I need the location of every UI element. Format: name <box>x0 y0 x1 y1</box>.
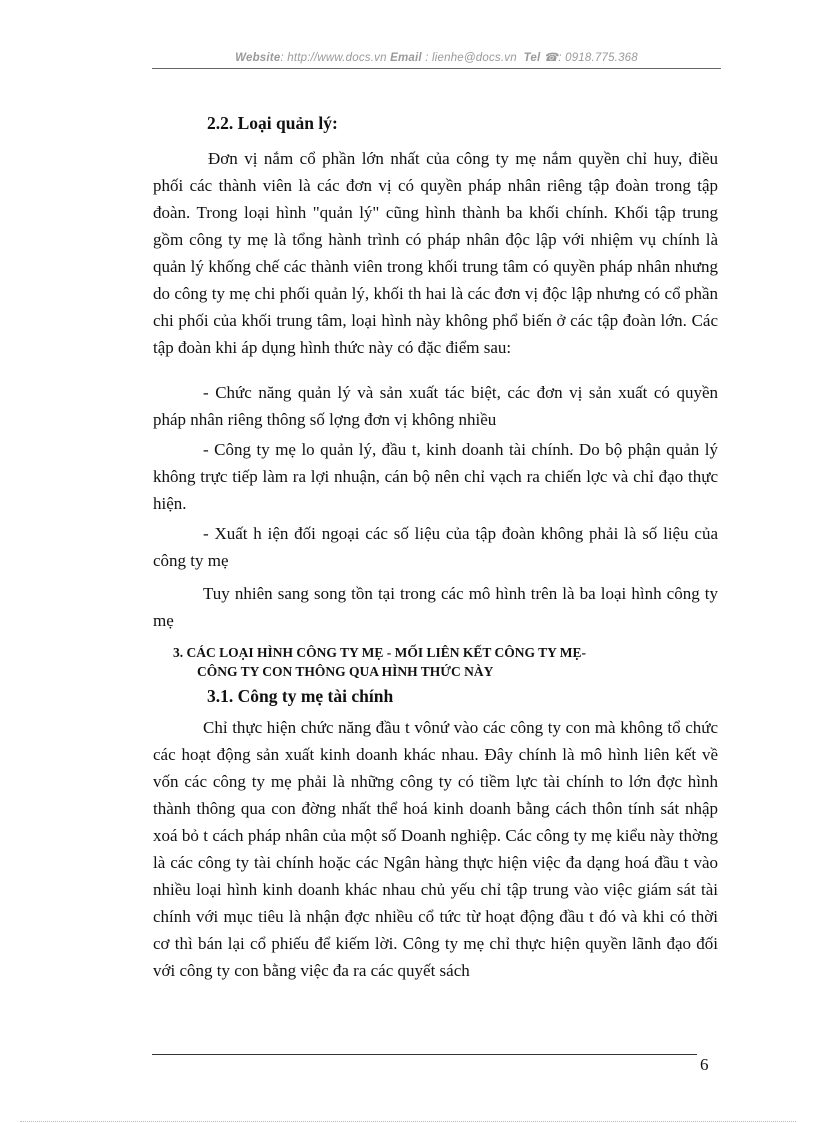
section-3-heading-line2: CÔNG TY CON THÔNG QUA HÌNH THỨC NÀY <box>197 664 494 679</box>
section-3-1-paragraph: Chỉ thực hiện chức năng đầu t vônứ vào các công ty con mà không tổ chức các hoạt động sản xuất kinh doanh khác nhau. Đây chính là mô hình liên kết về vốn các công ty mẹ phải là những công ty có tiềm lực tài chính to lớn đợc hình thành thông qua con đờng nhất thể hoá kinh doanh bằng cách thôn tính sát nhập xoá bỏ t cách pháp nhân của một số Doanh nghiệp. Các công ty mẹ kiểu này thờng là các công ty tài chính hoặc các Ngân hàng thực hiện việc đa dạng hoá đầu t vào nhiều loại hình kinh doanh khác nhau chủ yếu chỉ tập trung vào việc giám sát tài chính với mục tiêu là nhận đợc nhiều cổ tức từ hoạt động đầu t đó và khi có thời cơ thì bán lại cổ phiếu để kiếm lời. Công ty mẹ chỉ thực hiện quyền lãnh đạo đối với công ty con bằng việc đa ra các quyết sách <box>153 718 718 980</box>
section-3-heading-line1: 3. CÁC LOẠI HÌNH CÔNG TY MẸ - MỐI LIÊN KẾT CÔNG TY MẸ- <box>173 645 587 660</box>
page-header <box>152 50 721 64</box>
tel-value: ☎: 0918.775.368 <box>543 52 638 64</box>
page-number: 6 <box>700 1055 709 1074</box>
section-2-2-closing-paragraph: Tuy nhiên sang song tồn tại trong các mô hình trên là ba loại hình công ty mẹ <box>153 584 718 630</box>
website-value: : http://www.docs.vn <box>280 52 387 64</box>
section-3-heading <box>173 643 733 681</box>
tel-label: Tel <box>523 52 541 64</box>
email-label: Email <box>390 52 422 64</box>
header-divider <box>152 68 721 69</box>
section-2-2-heading: 2.2. Loại quản lý: <box>207 113 338 133</box>
bullet-item: - Xuất h iện đối ngoại các số liệu của tập đoàn không phải là số liệu của công ty mẹ <box>153 524 718 570</box>
website-label: Website <box>235 52 281 64</box>
email-value: : lienhe@docs.vn <box>425 52 517 64</box>
section-2-2-paragraph: Đơn vị nắm cổ phần lớn nhất của công ty mẹ nắm quyền chỉ huy, điều phối các thành viên là các đơn vị có quyền pháp nhân riêng tập đoàn trong tập đoàn. Trong loại hình "quản lý" cũng hình thành ba khối chính. Khối tập trung gồm công ty mẹ là tổng hành trình có pháp nhân độc lập với nhiệm vụ chính là quản lý khống chế các thành viên trong khối trung tâm có quyền pháp nhân nhưng do công ty mẹ chi phối quản lý, khối th hai là các đơn vị độc lập nhưng có cổ phần chi phối của khối trung tâm, loại hình này không phổ biến ở các tập đoàn lớn. Các tập đoàn khi áp dụng hình thức này có đặc điểm sau: <box>153 149 718 357</box>
section-3-1-heading: 3.1. Công ty mẹ tài chính <box>207 686 394 706</box>
page-bottom-border <box>20 1121 796 1122</box>
bullet-item: - Công ty mẹ lo quản lý, đầu t, kinh doanh tài chính. Do bộ phận quản lý không trực tiếp làm ra lợi nhuận, cán bộ nên chỉ vạch ra chiến lợc và chỉ đạo thực hiện. <box>153 440 718 513</box>
bullet-item: - Chức năng quản lý và sản xuất tác biệt, các đơn vị sản xuất có quyền pháp nhân riêng thông số lợng đơn vị không nhiều <box>153 383 718 429</box>
footer-divider <box>152 1054 697 1055</box>
